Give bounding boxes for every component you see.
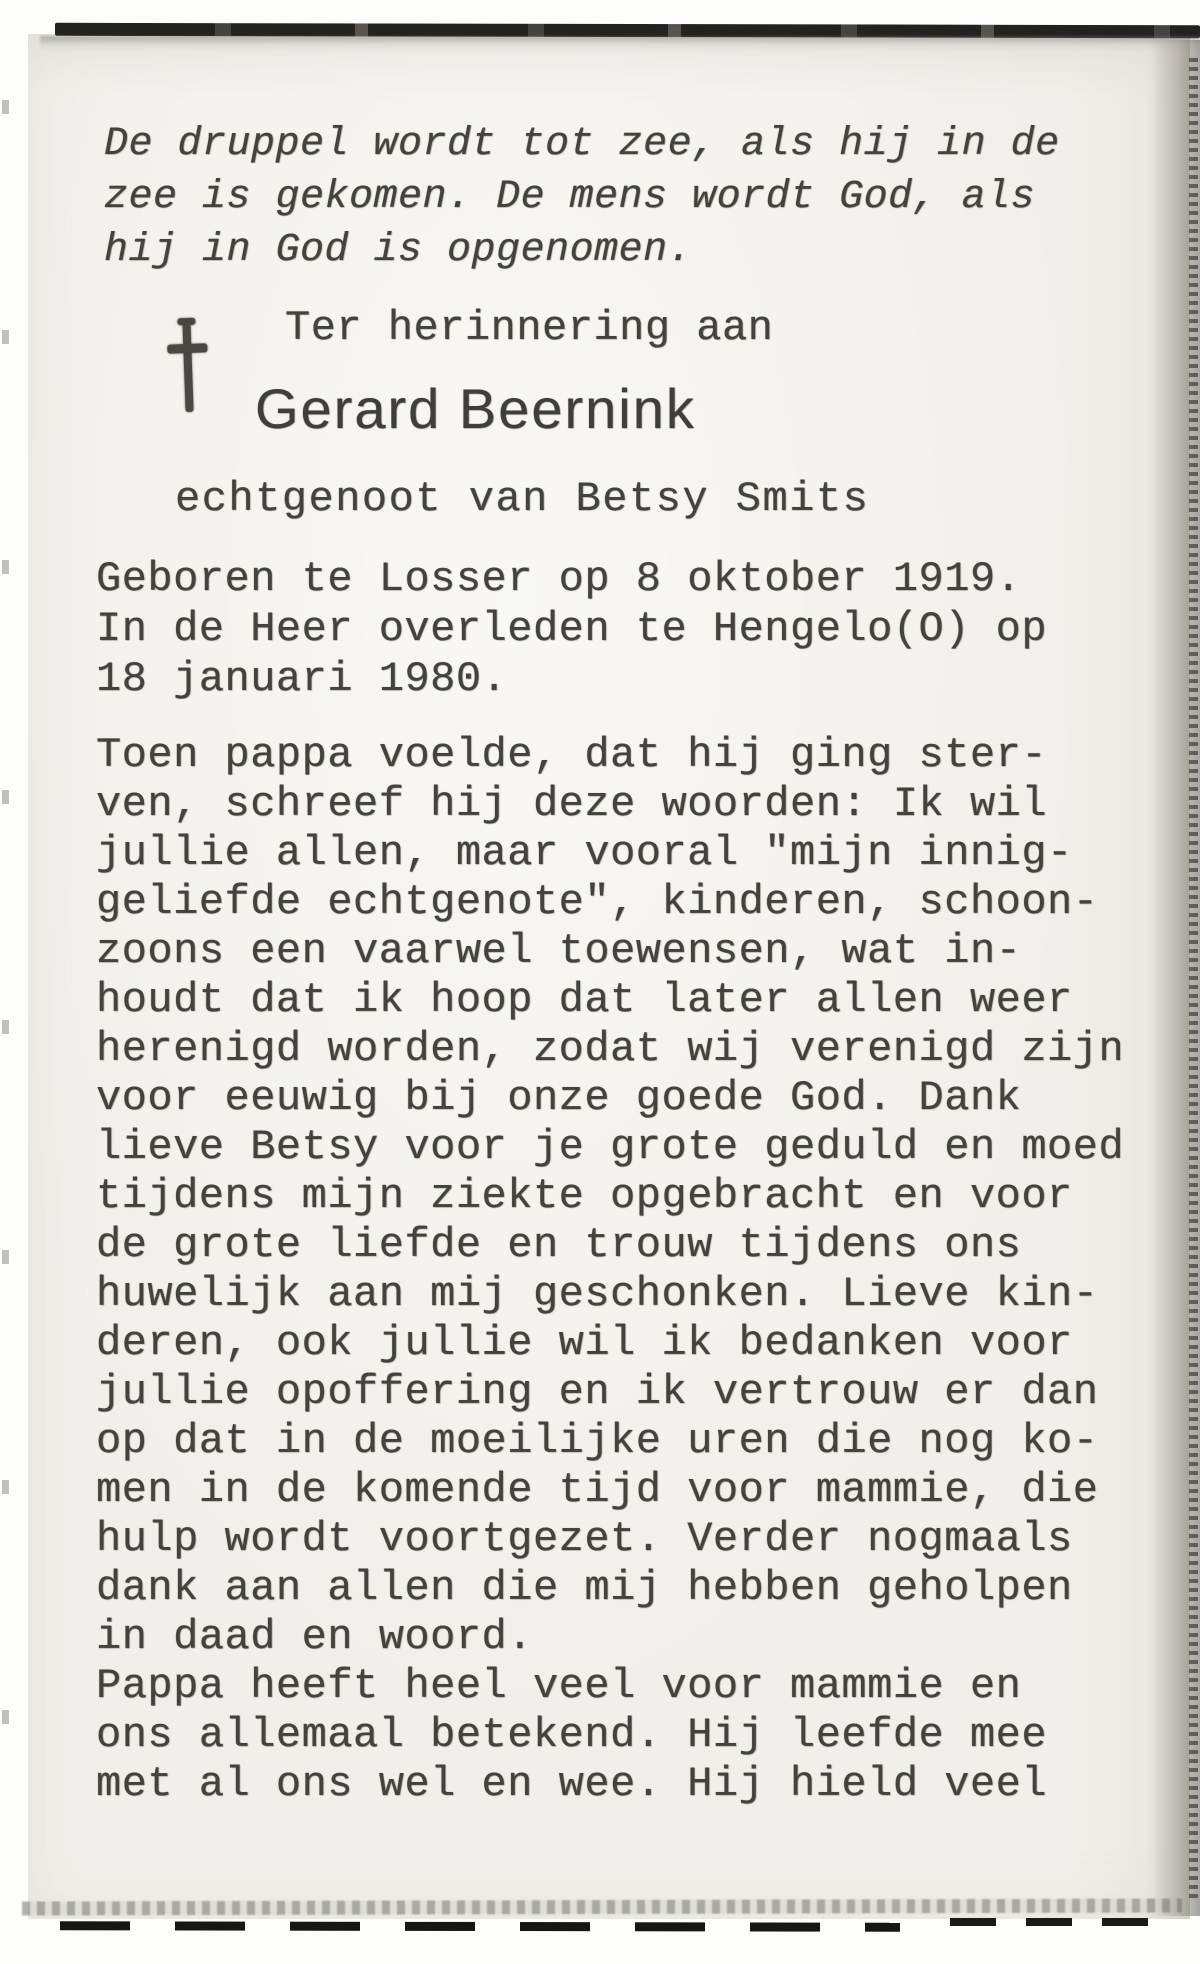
body-text-line: tijdens mijn ziekte opgebracht en voor — [96, 1172, 1073, 1220]
spouse-line: echtgenoot van Betsy Smits — [175, 475, 870, 523]
body-text-line: herenigd worden, zodat wij verenigd zijn — [96, 1025, 1125, 1073]
body-text-line: hulp wordt voortgezet. Verder nogmaals — [96, 1515, 1073, 1563]
body-text-line: zoons een vaarwel toewensen, wat in- — [96, 927, 1022, 975]
scan-artifact-bottom-dashes — [60, 1921, 900, 1931]
body-text-line: ons allemaal betekend. Hij leefde mee — [96, 1711, 1048, 1759]
quote-line: De druppel wordt tot zee, als hij in de — [104, 122, 1060, 167]
body-text-line: ven, schreef hij deze woorden: Ik wil — [96, 780, 1048, 828]
body-text-line: men in de komende tijd voor mammie, die — [96, 1466, 1099, 1514]
body-text-line: jullie opoffering en ik vertrouw er dan — [96, 1368, 1099, 1416]
body-text-line: houdt dat ik hoop dat later allen weer — [96, 976, 1073, 1024]
birth-death-info — [96, 554, 1116, 704]
body-text-line: Pappa heeft heel veel voor mammie en — [96, 1662, 1022, 1710]
memorial-label: Ter herinnering aan — [285, 304, 774, 352]
memorial-card-paper — [28, 34, 1190, 1919]
cross-icon — [166, 317, 209, 414]
deceased-name: Gerard Beernink — [255, 377, 696, 440]
quote-line: zee is gekomen. De mens wordt God, als — [104, 175, 1036, 220]
body-text-line: op dat in de moeilijke uren die nog ko- — [96, 1417, 1099, 1465]
body-text-line: met al ons wel en wee. Hij hield veel — [96, 1760, 1048, 1808]
quote-line: hij in God is opgenomen. — [104, 228, 693, 273]
body-text-line: deren, ook jullie wil ik bedanken voor — [96, 1319, 1073, 1367]
vitals-line: In de Heer overleden te Hengelo(O) op — [96, 605, 1048, 653]
body-text-line: voor eeuwig bij onze goede God. Dank — [96, 1074, 1022, 1122]
memorial-text — [96, 731, 1125, 1809]
body-text-line: dank aan allen die mij hebben geholpen — [96, 1564, 1073, 1612]
card-content — [96, 118, 1125, 1809]
body-text-line: geliefde echtgenote", kinderen, schoon- — [96, 878, 1099, 926]
body-text-line: jullie allen, maar vooral "mijn innig- — [96, 829, 1073, 877]
vitals-line: Geboren te Losser op 8 oktober 1919. — [96, 555, 1022, 603]
body-text-line: Toen pappa voelde, dat hij ging ster- — [96, 731, 1048, 779]
body-text-line: in daad en woord. — [96, 1613, 533, 1661]
opening-quote — [104, 118, 1116, 277]
vitals-line: 18 januari 1980. — [96, 655, 508, 703]
body-text-line: huwelijk aan mij geschonken. Lieve kin- — [96, 1270, 1099, 1318]
body-text-line: de grote liefde en trouw tijdens ons — [96, 1221, 1022, 1269]
scan-artifact-left-edge — [2, 100, 9, 1900]
cross-stem — [182, 322, 193, 412]
cross-arm — [167, 343, 207, 353]
scan-artifact-bottom-dashes-right — [950, 1918, 1160, 1926]
body-text-line: lieve Betsy voor je grote geduld en moed — [96, 1123, 1125, 1171]
scan-artifact-right-hatch — [1189, 58, 1198, 1902]
